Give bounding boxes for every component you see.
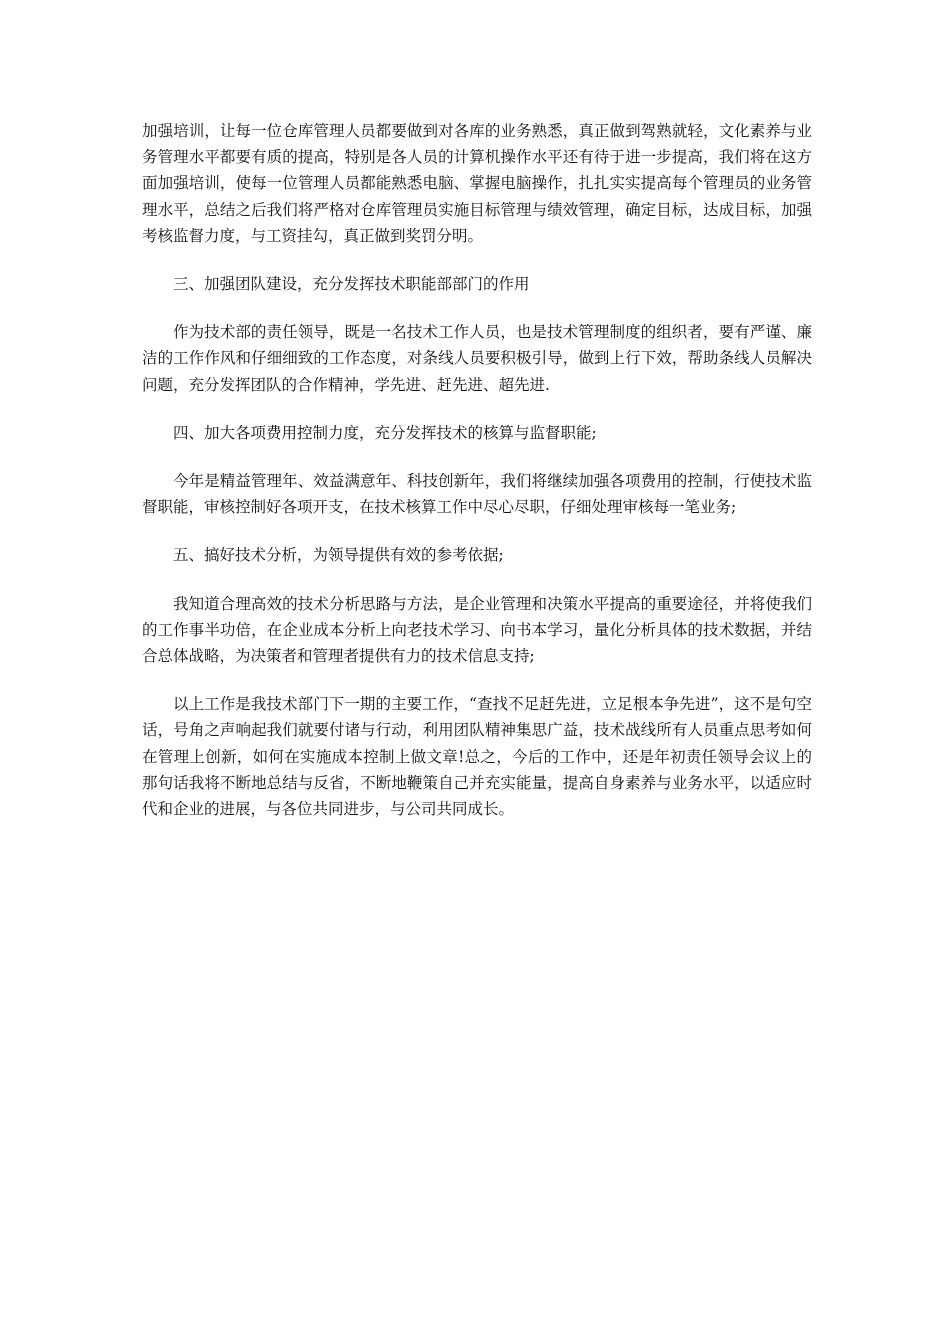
- paragraph-training: 加强培训，让每一位仓库管理人员都要做到对各库的业务熟悉，真正做到驾熟就轻，文化素养与业务管理水平都要有质的提高，特别是各人员的计算机操作水平还有待于进一步提高，我们将在这方面加强培训，使每一位管理人员都能熟悉电脑、掌握电脑操作，扎扎实实提高每个管理员的业务管理水平，总结之后我们将严格对仓库管理员实施目标管理与绩效管理，确定目标，达成目标，加强考核监督力度，与工资挂勾，真正做到奖罚分明。: [142, 122, 812, 245]
- heading-team-building: 三、加强团队建设，充分发挥技术职能部部门的作用: [173, 275, 530, 294]
- paragraph-technical-analysis: 我知道合理高效的技术分析思路与方法，是企业管理和决策水平提高的重要途径，并将使我们的工作事半功倍，在企业成本分析上向老技术学习、向书本学习，量化分析具体的技术数据，并结合总体战略，为决策者和管理者提供有力的技术信息支持;: [142, 594, 812, 666]
- heading-cost-control: 四、加大各项费用控制力度，充分发挥技术的核算与监督职能;: [173, 423, 597, 442]
- paragraph-cost-control: 今年是精益管理年、效益满意年、科技创新年，我们将继续加强各项费用的控制，行使技术监督职能，审核控制好各项开支，在技术核算工作中尽心尽职，仔细处理审核每一笔业务;: [142, 472, 812, 517]
- paragraph-conclusion: 以上工作是我技术部门下一期的主要工作，“查找不足赶先进，立足根本争先进”，这不是句空话，号角之声响起我们就要付诸与行动，利用团队精神集思广益，技术战线所有人员重点思考如何在管理上创新，如何在实施成本控制上做文章!总之，今后的工作中，还是年初责任领导会议上的那句话我将不断地总结与反省，不断地鞭策自己并充实能量，提高自身素养与业务水平，以适应时代和企业的进展，与各位共同进步，与公司共同成长。: [142, 695, 812, 819]
- paragraph-team-building: 作为技术部的责任领导，既是一名技术工作人员，也是技术管理制度的组织者，要有严谨、廉洁的工作作风和仔细细致的工作态度，对条线人员要积极引导，做到上行下效，帮助条线人员解决问题，充分发挥团队的合作精神，学先进、赶先进、超先进.: [142, 323, 812, 394]
- document-body: [142, 118, 812, 822]
- heading-technical-analysis: 五、搞好技术分析，为领导提供有效的参考依据;: [173, 546, 504, 565]
